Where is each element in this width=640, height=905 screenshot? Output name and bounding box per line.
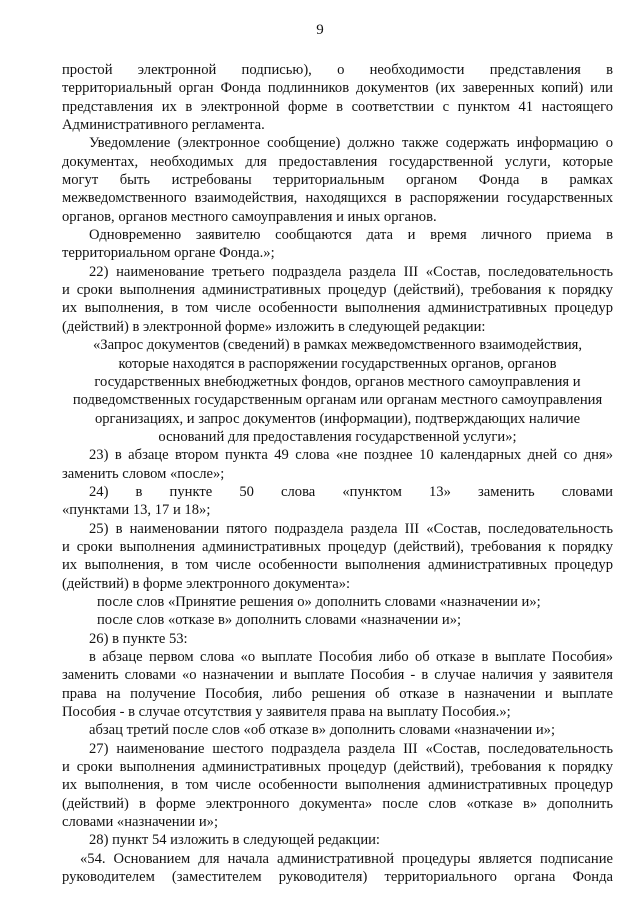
text-line: в абзаце первом слова «о выплате Пособия либо об отказе в выплате Пособия» (89, 649, 613, 665)
text-line: словами «назначении и»; (62, 814, 219, 831)
text-line: их выполнения, в том числе особенности выполнения административных процедур (62, 777, 613, 794)
text-line: 22) наименование третьего подраздела раздела III «Состав, последовательность (89, 263, 613, 280)
text-line: 24) в пункте 50 слова «пунктом 13» заменить словами (89, 483, 613, 500)
text-line: государственных внебюджетных фондов, органов местного самоуправления и (94, 373, 581, 390)
text-line: и сроки выполнения административных процедур (действий), требования к порядку (62, 759, 613, 776)
text-line: абзац третий после слов «об отказе в» дополнить словами «назначении и»; (89, 722, 556, 739)
text-line: территориальный орган Фонда подлинников документов (их заверенных копий) или (62, 80, 613, 97)
document-body (62, 61, 613, 886)
text-line: могут быть истребованы территориальным органом Фонда в рамках (62, 172, 613, 189)
text-line: заменить словами «о назначении и выплате Пособия - в случае наличия у заявителя (62, 667, 613, 684)
text-line: оснований для предоставления государственной услуги»; (158, 428, 517, 445)
text-line: «Запрос документов (сведений) в рамках межведомственного взаимодействия, (92, 337, 583, 354)
text-line: руководителем (заместителем руководителя) территориального органа Фонда (62, 869, 613, 886)
text-line: «54. Основанием для начала административной процедуры является подписание (80, 850, 613, 867)
text-line: 28) пункт 54 изложить в следующей редакции: (89, 832, 380, 849)
text-line: органов, органов местного самоуправления и иных органов. (62, 208, 437, 225)
text-line: которые находятся в распоряжении государственных органов, органов (118, 355, 557, 372)
text-line: территориальном органе Фонда.»; (62, 245, 275, 262)
text-line: подведомственных государственным органам или органам местного самоуправления (72, 392, 603, 409)
text-line: 23) в абзаце втором пункта 49 слова «не позднее 10 календарных дней со дня» (89, 447, 613, 464)
text-line: и сроки выполнения административных процедур (действий), требования к порядку (62, 282, 613, 299)
text-line: (действий) в электронной форме» изложить в следующей редакции: (62, 318, 486, 335)
text-line: их выполнения, в том числе особенности выполнения административных процедур (62, 300, 613, 317)
text-line: Одновременно заявителю сообщаются дата и время личного приема в (89, 227, 613, 244)
text-line: организациях, и запрос документов (информации), подтверждающих наличие (94, 410, 581, 427)
text-line: (действий) в форме электронного документа»: (62, 575, 351, 592)
text-line: их выполнения, в том числе особенности выполнения административных процедур (62, 557, 613, 574)
text-line: 26) в пункте 53: (89, 630, 188, 647)
text-line: «пунктами 13, 17 и 18»; (62, 502, 211, 519)
text-line: заменить словом «после»; (62, 465, 225, 482)
page-number: 9 (316, 22, 324, 38)
text-line: межведомственного взаимодействия, находящихся в распоряжении государственных (62, 190, 613, 207)
text-line: (действий) в форме электронного документа» после слов «отказе в» дополнить (62, 795, 613, 812)
text-line: простой электронной подписью), о необходимости представления в (62, 62, 613, 78)
text-line: права на получение Пособия, либо решения об отказе в назначении и выплате (62, 685, 613, 702)
text-line: и сроки выполнения административных процедур (действий), требования к порядку (62, 538, 613, 555)
text-line: Административного регламента. (62, 117, 265, 134)
text-line: Пособия - в случае отсутствия у заявителя права на выплату Пособия.»; (62, 704, 511, 721)
text-line: представления их в электронной форме в соответствии с пунктом 41 настоящего (62, 98, 613, 115)
text-line: после слов «Принятие решения о» дополнить словами «назначении и»; (97, 593, 541, 610)
text-line: 25) в наименовании пятого подраздела раздела III «Состав, последовательность (89, 520, 613, 537)
text-line: документах, необходимых для предоставления государственной услуги, которые (62, 153, 613, 170)
text-line: Уведомление (электронное сообщение) должно также содержать информацию о (89, 135, 613, 152)
text-line: 27) наименование шестого подраздела раздела III «Состав, последовательность (89, 740, 613, 757)
text-line: после слов «отказе в» дополнить словами «назначении и»; (97, 612, 462, 629)
